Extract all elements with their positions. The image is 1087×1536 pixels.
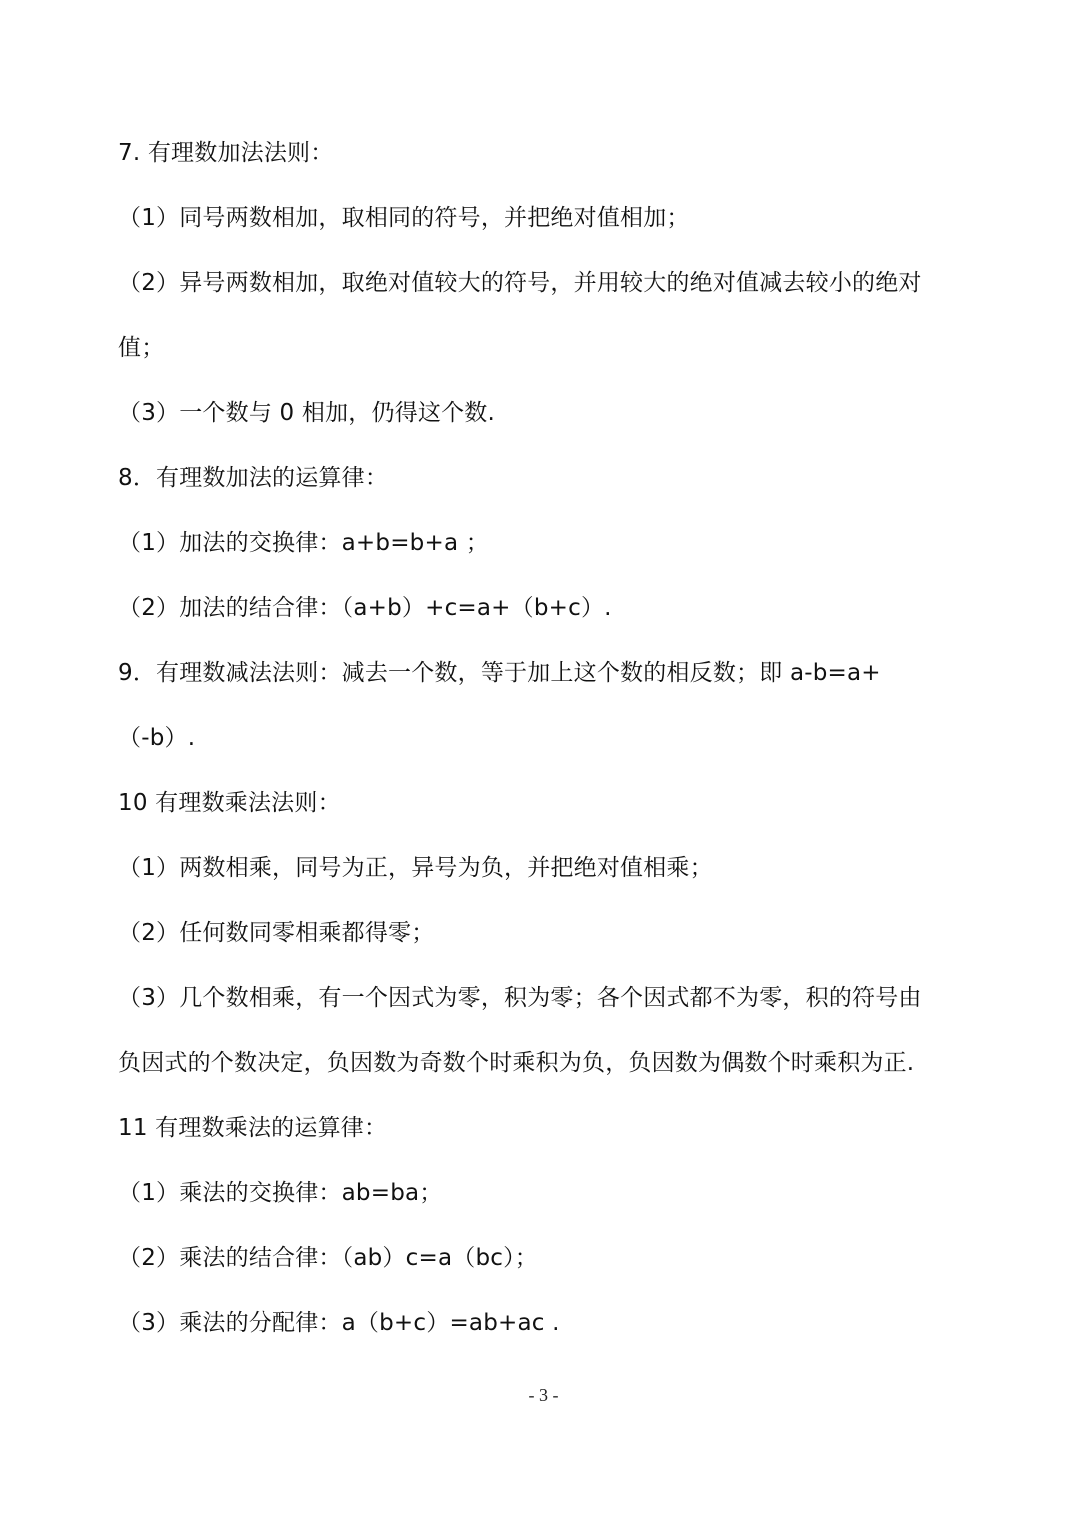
rule-item: （3）乘法的分配律：a（b+c）=ab+ac . (118, 1310, 560, 1336)
document-body (118, 121, 978, 1356)
rule-item: （1）加法的交换律：a+b=b+a ； (118, 530, 489, 556)
page-number: - 3 - (528, 1385, 559, 1405)
rule-item: （2）任何数同零相乘都得零； (118, 920, 435, 946)
rule-heading-9: 9．有理数减法法则：减去一个数，等于加上这个数的相反数；即 a-b=a+ (118, 660, 881, 686)
rule-heading-10: 10 有理数乘法法则： (118, 790, 341, 816)
rule-item: （2）乘法的结合律：（ab）c=a（bc）； (118, 1245, 538, 1271)
rule-item: （2）异号两数相加，取绝对值较大的符号，并用较大的绝对值减去较小的绝对 (118, 270, 922, 296)
rule-item: （2）加法的结合律：（a+b）+c=a+（b+c）. (118, 595, 612, 621)
rule-item: （1）乘法的交换律：ab=ba； (118, 1180, 443, 1206)
rule-heading-8: 8．有理数加法的运算律： (118, 465, 389, 491)
rule-item: （1）两数相乘，同号为正，异号为负，并把绝对值相乘； (118, 855, 713, 881)
rule-item-continuation: 负因式的个数决定，负因数为奇数个时乘积为负，负因数为偶数个时乘积为正. (118, 1050, 915, 1076)
rule-item-continuation: （-b）. (118, 725, 196, 751)
rule-heading-7: 7. 有理数加法法则： (118, 140, 334, 166)
rule-item-continuation: 值； (118, 335, 165, 361)
rule-item: （1）同号两数相加，取相同的符号，并把绝对值相加； (118, 205, 690, 231)
rule-heading-11: 11 有理数乘法的运算律： (118, 1115, 388, 1141)
rule-item: （3）几个数相乘，有一个因式为零，积为零；各个因式都不为零，积的符号由 (118, 985, 922, 1011)
rule-item: （3）一个数与 0 相加，仍得这个数. (118, 400, 495, 426)
